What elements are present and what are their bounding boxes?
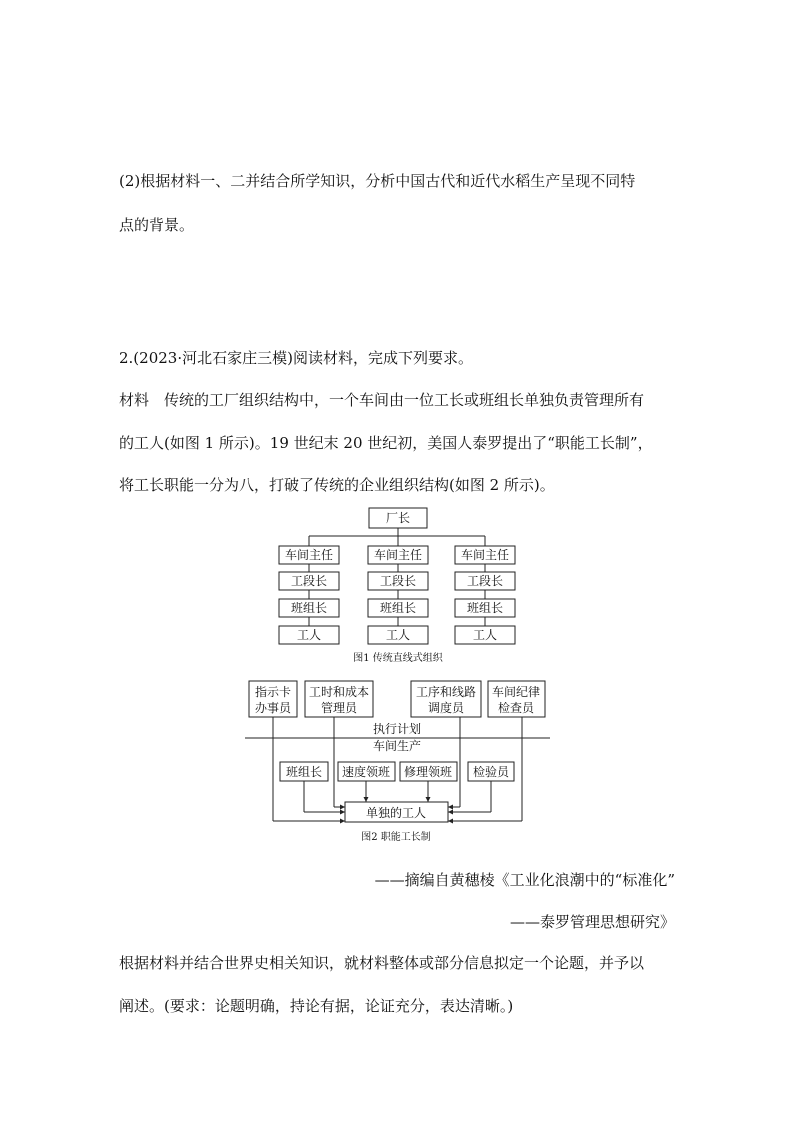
fig2-mid1: 班组长 (285, 765, 323, 779)
fig2-box4-line1: 车间纪律 (491, 685, 541, 699)
fig2-divider-upper: 执行计划 (372, 722, 422, 736)
fig1-c3-r3: 班组长 (466, 601, 504, 615)
fig2-mid2: 速度领班 (341, 765, 391, 779)
fig2-box3-line2: 调度员 (427, 701, 465, 715)
fig2-box1-line2: 办事员 (254, 701, 292, 715)
fig1-c2-r1: 车间主任 (373, 548, 423, 562)
task-line1: 根据材料并结合世界史相关知识，就材料整体或部分信息拟定一个论题，并予以 (119, 954, 645, 972)
task-line2: 阐述。(要求：论题明确，持论有据，论证充分，表达清晰。) (119, 997, 514, 1015)
fig1-c3-r2: 工段长 (466, 574, 504, 588)
fig2-caption: 图2 职能工长制 (361, 832, 431, 843)
q1-line2: 点的背景。 (119, 216, 195, 234)
fig1-c2-r2: 工段长 (379, 574, 417, 588)
fig2-box2-line1: 工时和成本 (308, 685, 370, 699)
fig2-mid4: 检验员 (472, 765, 510, 779)
fig2-box1-line1: 指示卡 (254, 685, 292, 699)
fig1-c1-r2: 工段长 (290, 574, 328, 588)
fig2-box2-line2: 管理员 (320, 701, 358, 715)
material-line1: 材料 传统的工厂组织结构中，一个车间由一位工长或班组长单独负责管理所有 (119, 391, 645, 409)
fig1-c3-r4: 工人 (472, 628, 498, 642)
fig1-c1-r1: 车间主任 (284, 548, 334, 562)
fig2-center: 单独的工人 (365, 806, 427, 820)
fig2-divider-lower: 车间生产 (372, 739, 422, 753)
fig1-caption: 图1 传统直线式组织 (353, 653, 443, 664)
fig2-mid3: 修理领班 (403, 765, 453, 779)
fig1-top: 厂长 (385, 511, 411, 525)
q1-line1: (2)根据材料一、二并结合所学知识，分析中国古代和近代水稻生产呈现不同特 (119, 172, 636, 190)
material-line3: 将工长职能一分为八，打破了传统的企业组织结构(如图 2 所示)。 (119, 476, 555, 494)
source-line2: ——泰罗管理思想研究》 (509, 913, 675, 931)
fig2-box4-line2: 检查员 (497, 701, 535, 715)
q2-heading: 2.(2023·河北石家庄三模)阅读材料，完成下列要求。 (119, 349, 473, 367)
fig1-c2-r3: 班组长 (379, 601, 417, 615)
material-line2: 的工人(如图 1 所示)。19 世纪末 20 世纪初，美国人泰罗提出了“职能工长制”， (119, 434, 653, 452)
fig2-box3-line1: 工序和线路 (415, 685, 477, 699)
source-line1: ——摘编自黄穗棱《工业化浪潮中的“标准化” (374, 871, 675, 889)
fig1-c1-r4: 工人 (296, 628, 322, 642)
fig1-c2-r4: 工人 (385, 628, 411, 642)
fig1-c1-r3: 班组长 (290, 601, 328, 615)
fig1-c3-r1: 车间主任 (460, 548, 510, 562)
